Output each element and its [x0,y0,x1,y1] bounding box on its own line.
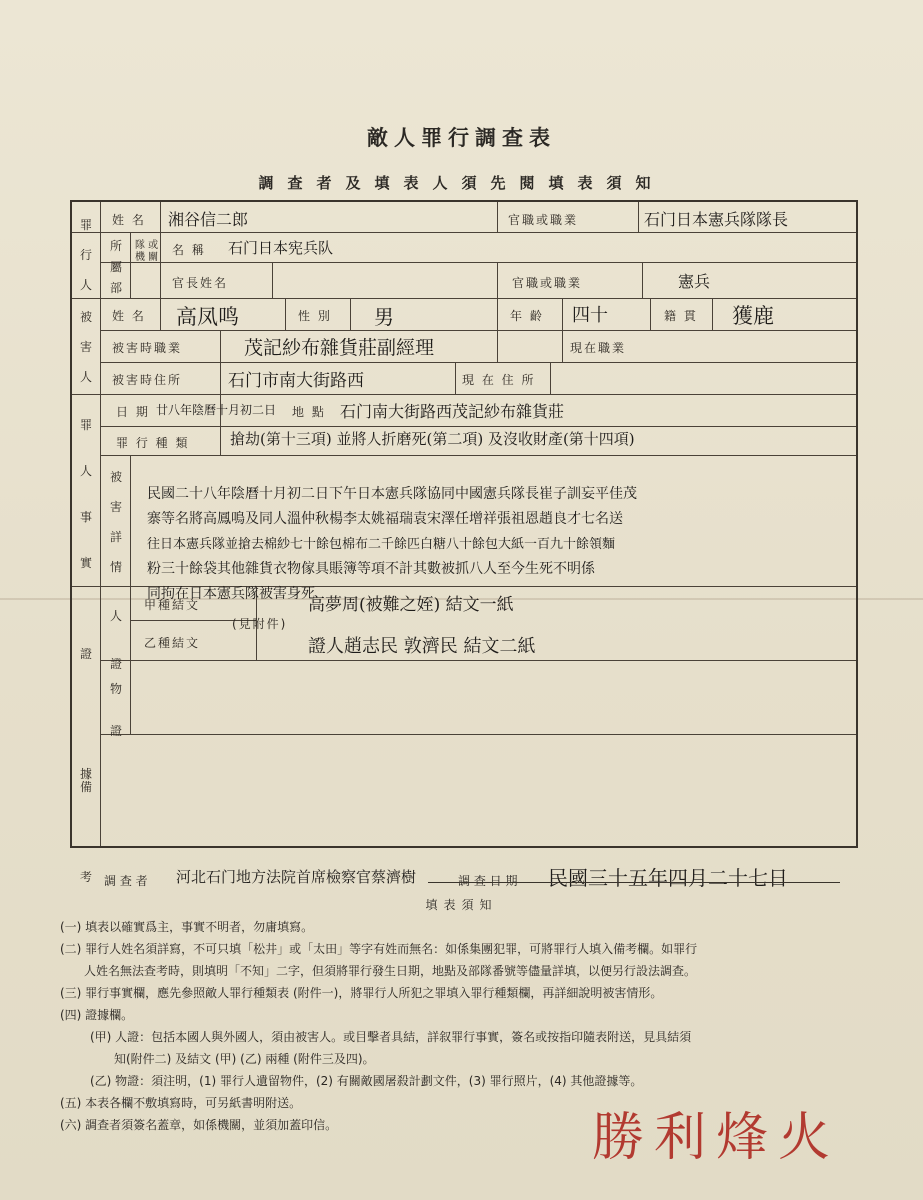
crime-detail-line: 民國二十八年陰曆十月初二日下午日本憲兵隊協同中國憲兵隊長崔子訓妄平佳茂 [147,486,637,502]
note-item: (甲) 人證：包括本國人與外國人，須由被害人。或目擊者具結，詳叙罪行事實，簽名或按指印隨表附送，見具結須 [90,1030,692,1044]
crime-detail-line: 往日本憲兵隊並搶去棉紗七十餘包棉布二千餘匹白糖八十餘包大紙一百九十餘領麵 [147,537,616,552]
investigation-date-value: 民國三十五年四月二十七日 [548,866,788,890]
investigator-value: 河北石门地方法院首席檢察官蔡濟樹 [176,868,417,886]
note-item: (一) 填表以確實爲主，事實不明者，勿庸填寫。 [60,920,314,934]
footer-underline [428,882,840,883]
crime-date-value: 廿八年陰曆十月初二日 [156,403,277,417]
crime-type-label: 罪 行 種 類 [116,436,190,450]
evidence-b-value: 證人趙志民 敦濟民 結文二紙 [308,636,536,657]
form-title: 敵人罪行調查表 [367,125,556,150]
evidence-section-label: 證 據 [79,647,92,781]
victim-name-label: 姓 名 [112,309,146,323]
victim-section-label: 被 害 人 [79,310,92,384]
evidence-a-value: 高夢周(被難之姪) 結文一紙 [308,595,514,615]
object-evidence-label: 物 證 [109,682,122,738]
evidence-attach-label: (見附件) [232,617,288,631]
investigator-label: 調 查 者 [104,874,148,888]
notes-heading: 填表須知 [425,898,498,912]
chief-title-value: 憲兵 [678,272,711,291]
crime-detail-line: 粉三十餘袋其他雜貨衣物傢具賬簿等項不計其數被抓八人至今生死不明係 [147,561,595,577]
chief-title-label: 官職或職業 [512,276,583,290]
unit-col-label: 所 屬 部 [109,239,122,295]
crime-detail-line: 同拘在日本憲兵隊被害身死 [147,586,315,602]
crime-detail-label: 被 害 詳 情 [109,470,122,574]
evidence-b-label: 乙種結文 [144,636,201,650]
victim-native-value: 獲鹿 [732,304,774,328]
crime-detail-text [147,482,857,607]
remarks-section-label: 備 考 [79,780,92,884]
note-item: (乙) 物證：須注明，(1) 罪行人遺留物件，(2) 有關敵國屠殺計劃文件，(3) 罪行照片，(4) 其他證據等。 [90,1074,643,1088]
note-item: (四) 證據欄。 [60,1008,134,1022]
investigation-date-label: 調 查 日 期 [458,874,518,888]
form-subtitle: 調查者及填表人須先閱填表須知 [258,174,665,192]
note-item: 人姓名無法查考時，則填明「不知」二字，但須將罪行發生日期，地點及部隊番號等儘量詳填，以便另行設法調查。 [84,964,697,978]
perp-name-label: 姓 名 [112,213,146,227]
perp-title-label: 官職或職業 [508,213,579,227]
victim-job-label: 被害時職業 [112,341,183,355]
note-item: 知(附件二) 及結文 (甲) (乙) 兩種 (附件三及四)。 [114,1052,375,1066]
unit-type-label: 隊 或 機 關 [135,240,159,263]
victim-sex-value: 男 [374,305,394,329]
victim-address-label: 被害時住所 [112,373,183,387]
victim-current-job-label: 現在職業 [570,341,627,355]
unit-name-value: 石门日本宪兵队 [228,239,334,257]
crime-date-label: 日 期 [116,405,150,419]
victim-age-value: 四十 [572,305,608,326]
victim-age-label: 年 齡 [510,309,544,323]
evidence-a-label: 甲種結文 [144,598,201,612]
crime-detail-line: 寨等名將高鳳鳴及同人溫仲秋楊李太姚福瑞袁宋澤任增祥張祖恩趙良才七名送 [147,511,623,527]
crime-place-value: 石门南大街路西茂記紗布雜貨莊 [340,402,565,421]
crime-place-label: 地 點 [292,405,326,419]
victim-job-value: 茂記紗布雜貨莊副經理 [244,337,435,359]
victim-address-value: 石门市南大街路西 [228,371,364,391]
crime-type-value: 搶劫(第十三項) 並將人折磨死(第二項) 及沒收財產(第十四項) [230,430,635,448]
victim-current-address-label: 現 在 住 所 [462,373,536,387]
victim-native-label: 籍 貫 [664,309,698,323]
unit-name-label: 名 稱 [172,243,206,257]
red-stamp-text: 勝利烽火 [592,1108,841,1168]
perpetrator-section-label: 罪 行 人 [79,218,92,292]
note-item: (三) 罪行事實欄，應先參照敵人罪行種類表 (附件一)，將罪行人所犯之罪填入罪行種類欄，再詳細說明被害情形。 [60,986,663,1000]
perp-title-value: 石门日本憲兵隊隊長 [644,210,789,229]
victim-sex-label: 性 別 [298,309,332,323]
note-item: (二) 罪行人姓名須詳寫，不可只填「松井」或「太田」等字有姓而無名：如係集團犯罪，可將罪行人填入備考欄。如罪行 [60,942,698,956]
note-item: (六) 調查者須簽名蓋章，如係機關，並須加蓋印信。 [60,1118,338,1132]
victim-name-value: 高凤鸣 [176,305,239,329]
perp-name-value: 湘谷信二郎 [168,210,249,229]
note-item: (五) 本表各欄不敷填寫時，可另紙書明附送。 [60,1096,302,1110]
person-evidence-label: 人 證 [109,609,122,671]
crime-section-label: 罪 人 事 實 [79,418,92,570]
chief-name-label: 官長姓名 [172,276,229,290]
